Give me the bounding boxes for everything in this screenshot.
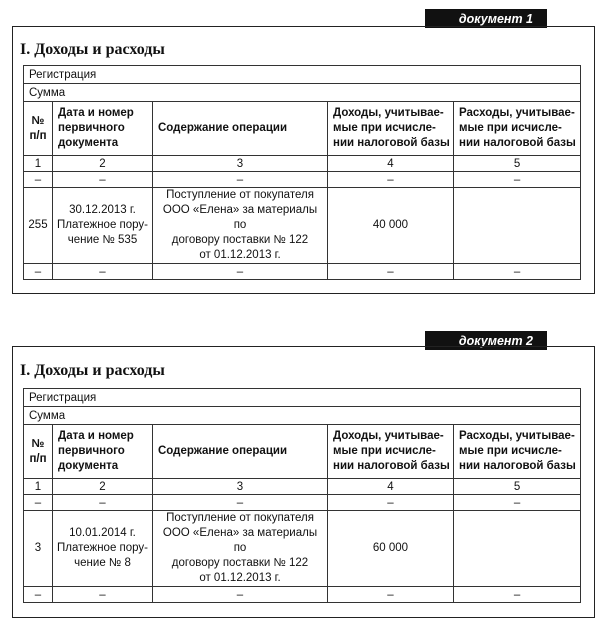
- column-number: 1: [24, 156, 53, 172]
- text-line: первичного: [58, 122, 125, 134]
- column-number: 5: [454, 479, 581, 495]
- entry-row: [24, 511, 581, 587]
- dash-cell: –: [53, 264, 153, 280]
- text-line: 30.12.2013 г.: [69, 204, 136, 216]
- placeholder-row: [24, 172, 581, 188]
- ledger-table: [23, 65, 581, 280]
- sum-label: Сумма: [24, 84, 581, 102]
- placeholder-row: [24, 495, 581, 511]
- text-line: Доходы, учитывае-: [333, 107, 444, 119]
- text-line: нии налоговой базы: [459, 460, 576, 472]
- entry-expense: [454, 188, 581, 264]
- column-number-row: [24, 479, 581, 495]
- text-line: нии налоговой базы: [333, 137, 450, 149]
- text-line: документа: [58, 137, 119, 149]
- sum-label: Сумма: [24, 407, 581, 425]
- dash-cell: –: [328, 264, 454, 280]
- section-title: I. Доходы и расходы: [20, 41, 165, 58]
- dash-cell: –: [153, 495, 328, 511]
- text-line: мые при исчисле-: [333, 122, 436, 134]
- column-number: 5: [454, 156, 581, 172]
- text-line: Дата и номер: [58, 430, 134, 442]
- header-document: [53, 425, 153, 479]
- column-number: 4: [328, 479, 454, 495]
- dash-cell: –: [24, 264, 53, 280]
- registration-label: Регистрация: [24, 66, 581, 84]
- header-expense: [454, 425, 581, 479]
- entry-content: [153, 511, 328, 587]
- ledger-table: [23, 388, 581, 603]
- text-line: Содержание операции: [158, 122, 288, 134]
- header-income: [328, 102, 454, 156]
- text-line: №: [31, 114, 45, 127]
- text-line: Поступление от покупателя: [166, 189, 314, 201]
- registration-label: Регистрация: [24, 389, 581, 407]
- entry-row: [24, 188, 581, 264]
- registration-row: [24, 389, 581, 407]
- text-line: Дата и номер: [58, 107, 134, 119]
- text-line: мые при исчисле-: [459, 445, 562, 457]
- document-badge: документ 2: [425, 331, 547, 350]
- text-line: 10.01.2014 г.: [69, 527, 136, 539]
- text-line: договору поставки № 122: [171, 234, 309, 246]
- text-line: Поступление от покупателя: [166, 512, 314, 524]
- text-line: первичного: [58, 445, 125, 457]
- text-line: Расходы, учитывае-: [459, 430, 575, 442]
- text-line: договору поставки № 122: [171, 557, 309, 569]
- dash-cell: –: [153, 264, 328, 280]
- section-title: I. Доходы и расходы: [20, 362, 165, 379]
- text-line: Платежное пору-: [56, 542, 149, 554]
- entry-number: 255: [24, 188, 53, 264]
- dash-cell: –: [328, 587, 454, 603]
- registration-row: [24, 66, 581, 84]
- text-line: чение № 8: [74, 557, 131, 569]
- entry-number: 3: [24, 511, 53, 587]
- text-line: мые при исчисле-: [459, 122, 562, 134]
- placeholder-row: [24, 264, 581, 280]
- text-line: чение № 535: [67, 234, 138, 246]
- text-line: Доходы, учитывае-: [333, 430, 444, 442]
- entry-document: [53, 511, 153, 587]
- column-number: 3: [153, 479, 328, 495]
- text-line: от 01.12.2013 г.: [199, 572, 281, 584]
- text-line: п/п: [29, 129, 47, 142]
- text-line: ООО «Елена» за материалы по: [162, 204, 318, 231]
- sum-row: [24, 407, 581, 425]
- header-content: [153, 425, 328, 479]
- dash-cell: –: [454, 264, 581, 280]
- entry-income: 40 000: [328, 188, 454, 264]
- column-number: 3: [153, 156, 328, 172]
- sum-row: [24, 84, 581, 102]
- dash-cell: –: [454, 172, 581, 188]
- document-badge: документ 1: [425, 9, 547, 28]
- header-row: [24, 425, 581, 479]
- header-expense: [454, 102, 581, 156]
- column-number-row: [24, 156, 581, 172]
- dash-cell: –: [454, 587, 581, 603]
- dash-cell: –: [24, 495, 53, 511]
- column-number: 1: [24, 479, 53, 495]
- column-number: 2: [53, 479, 153, 495]
- dash-cell: –: [153, 172, 328, 188]
- text-line: документа: [58, 460, 119, 472]
- header-document: [53, 102, 153, 156]
- dash-cell: –: [24, 587, 53, 603]
- dash-cell: –: [53, 587, 153, 603]
- dash-cell: –: [53, 172, 153, 188]
- dash-cell: –: [328, 495, 454, 511]
- dash-cell: –: [328, 172, 454, 188]
- column-number: 4: [328, 156, 454, 172]
- placeholder-row: [24, 587, 581, 603]
- header-number: [24, 102, 53, 156]
- dash-cell: –: [24, 172, 53, 188]
- entry-content: [153, 188, 328, 264]
- dash-cell: –: [454, 495, 581, 511]
- text-line: п/п: [29, 452, 47, 465]
- text-line: мые при исчисле-: [333, 445, 436, 457]
- dash-cell: –: [53, 495, 153, 511]
- text-line: от 01.12.2013 г.: [199, 249, 281, 261]
- text-line: нии налоговой базы: [459, 137, 576, 149]
- text-line: Платежное пору-: [56, 219, 149, 231]
- text-line: №: [31, 437, 45, 450]
- text-line: Содержание операции: [158, 445, 288, 457]
- dash-cell: –: [153, 587, 328, 603]
- header-income: [328, 425, 454, 479]
- entry-income: 60 000: [328, 511, 454, 587]
- header-content: [153, 102, 328, 156]
- header-row: [24, 102, 581, 156]
- text-line: ООО «Елена» за материалы по: [162, 527, 318, 554]
- column-number: 2: [53, 156, 153, 172]
- header-number: [24, 425, 53, 479]
- entry-document: [53, 188, 153, 264]
- text-line: нии налоговой базы: [333, 460, 450, 472]
- entry-expense: [454, 511, 581, 587]
- text-line: Расходы, учитывае-: [459, 107, 575, 119]
